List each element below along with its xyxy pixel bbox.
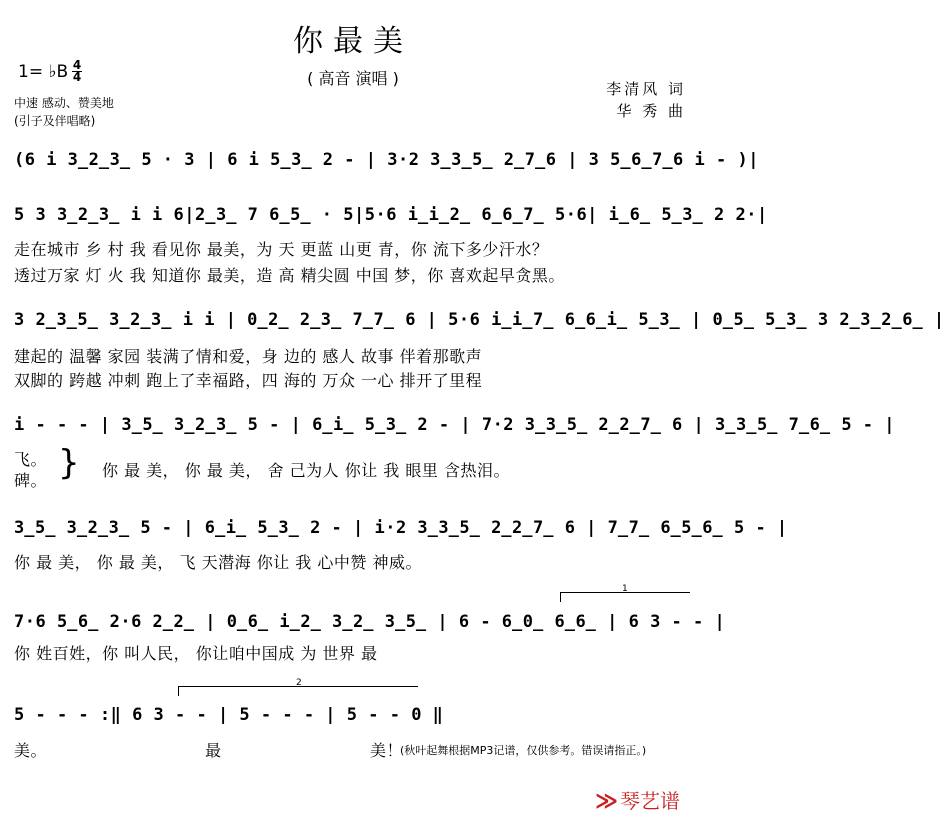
lyric-line-5: 你 最 美， 你 最 美， 飞 天潜海 你让 我 心中赞 神威。 bbox=[14, 553, 422, 572]
score-line-2: 5 3 3̲2̲3̲ i i 6|2̲3̲ 7 6̲5̲ · 5|5·6 i̲i̲2̲ 6̲6̲7̲ 5·6| i̲6̲ 5̲3̲ 2 2·| bbox=[14, 205, 768, 225]
logo-mark-icon: ≫ bbox=[594, 789, 618, 814]
score-line-6: 7·6 5̲6̲ 2·6 2̲2̲ | 0̲6̲ i̲2̲ 3̲2̲ 3̲5̲ | 6 - 6̲0̲ 6̲6̲ | 6 3 - - | bbox=[14, 612, 726, 632]
score-line-4: i - - - | 3̲5̲ 3̲2̲3̲ 5 - | 6̲i̲ 5̲3̲ 2 - | 7·2 3̲3̲5̲ 2̲2̲7̲ 6 | 3̲3̲5̲ 7̲6̲ 5 - | bbox=[14, 415, 895, 435]
lyric-line-4-ending-a: 飞。 bbox=[14, 450, 48, 469]
qinyipu-logo bbox=[595, 785, 680, 814]
intro-note: (引子及伴唱略) bbox=[14, 114, 96, 128]
tempo-marking: 中速 感动、赞美地 bbox=[14, 96, 114, 110]
lyric-brace: } bbox=[58, 443, 80, 483]
score-line-1: (6 i 3̲2̲3̲ 5 · 3 | 6 i 5̲3̲ 2 - | 3·2 3̲3̲5̲ 2̲7̲6 | 3 5̲6̲7̲6 i - )| bbox=[14, 150, 759, 170]
logo-text: 琴艺谱 bbox=[620, 789, 680, 813]
score-line-5: 3̲5̲ 3̲2̲3̲ 5 - | 6̲i̲ 5̲3̲ 2 - | i·2 3̲3̲5̲ 2̲2̲7̲ 6 | 7̲7̲ 6̲5̲6̲ 5 - | bbox=[14, 518, 788, 538]
key-signature: 1= ♭B bbox=[18, 62, 69, 82]
meter-top: 4 bbox=[72, 58, 82, 72]
lyric-line-3-verse-2: 双脚的 跨越 冲刺 跑上了幸福路，四 海的 万众 一心 排开了里程 bbox=[14, 371, 483, 390]
lyricist-credit: 李清风 词 bbox=[606, 80, 686, 98]
lyric-line-3-verse-1: 建起的 温馨 家园 装满了情和爱，身 边的 感人 故事 伴着那歌声 bbox=[14, 347, 483, 366]
lyric-line-7-end: 美！ bbox=[370, 741, 404, 760]
lyric-line-7-mid: 最 bbox=[205, 741, 222, 760]
song-title: 你最美 bbox=[293, 24, 413, 59]
meter-bottom: 4 bbox=[72, 70, 82, 84]
volta-number-1: 1 bbox=[622, 584, 628, 594]
performance-subtitle: ( 高音 演唱 ) bbox=[307, 69, 399, 88]
lyric-line-2-verse-2: 透过万家 灯 火 我 知道你 最美，造 高 精尖圆 中国 梦，你 喜欢起早贪黑。 bbox=[14, 266, 565, 285]
composer-credit: 华 秀 曲 bbox=[616, 102, 686, 120]
lyric-line-4-chorus: 你 最 美， 你 最 美， 舍 己为人 你让 我 眼里 含热泪。 bbox=[102, 461, 510, 480]
score-line-7: 5 - - - :‖ 6 3 - - | 5 - - - | 5 - - 0 ‖ bbox=[14, 705, 444, 725]
lyric-line-2-verse-1: 走在城市 乡 村 我 看见你 最美，为 天 更蓝 山更 青，你 流下多少汗水？ bbox=[14, 240, 549, 259]
transcriber-comment: (秋叶起舞根据MP3记谱，仅供参考。错误请指正。) bbox=[400, 744, 647, 757]
lyric-line-6: 你 姓百姓，你 叫人民， 你让咱中国成 为 世界 最 bbox=[14, 644, 378, 663]
time-signature bbox=[72, 60, 82, 83]
lyric-line-7-start: 美。 bbox=[14, 741, 48, 760]
lyric-line-4-ending-b: 碑。 bbox=[14, 471, 48, 490]
volta-number-2: 2 bbox=[296, 678, 302, 688]
score-line-3: 3 2̲3̲5̲ 3̲2̲3̲ i i | 0̲2̲ 2̲3̲ 7̲7̲ 6 | 5·6 i̲i̲7̲ 6̲6̲i̲ 5̲3̲ | 0̲5̲ 5̲3̲ 3 2̲3̲2̲6̲ | bbox=[14, 310, 945, 330]
